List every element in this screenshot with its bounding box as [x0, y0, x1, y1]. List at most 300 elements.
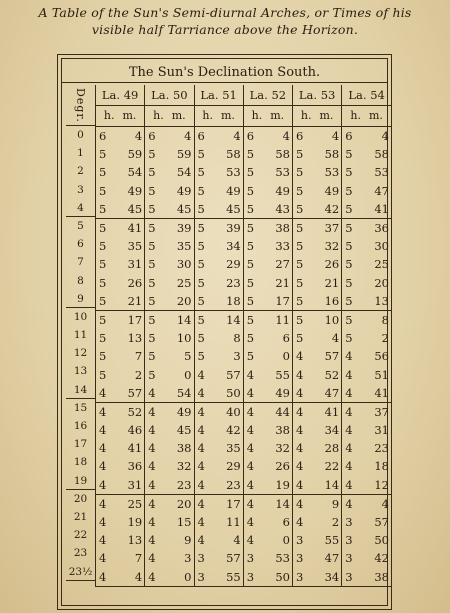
minutes-cell: 4 [233, 129, 241, 144]
hours-cell: 4 [145, 421, 170, 439]
hours-cell: 4 [243, 384, 268, 403]
table-row [96, 494, 392, 513]
hours-cell: 5 [342, 182, 367, 200]
hours-cell: 3 [342, 568, 367, 587]
hours-cell: 4 [194, 421, 219, 439]
minutes-cell: 26 [324, 257, 340, 272]
latitude-header: La. 50 [145, 85, 194, 106]
hours-cell: 5 [293, 218, 318, 237]
minutes-cell: 38 [366, 568, 391, 587]
hours-cell: 5 [243, 182, 268, 200]
hours-cell: 5 [96, 200, 121, 219]
minutes-cell: 58 [275, 147, 290, 162]
minutes-cell: 35 [176, 239, 192, 254]
hours-cell: 5 [194, 163, 219, 181]
minutes-cell: 38 [275, 221, 290, 236]
minutes-cell: 13 [127, 331, 143, 346]
minutes-cell: 41 [366, 200, 391, 219]
minutes-cell: 23 [374, 441, 389, 456]
minutes-cell: 41 [366, 384, 391, 403]
table-row [96, 182, 392, 200]
hours-cell: 6 [293, 127, 318, 146]
minutes-label: m. [171, 109, 186, 122]
degree-cell: 11 [73, 329, 88, 342]
minutes-cell: 7 [134, 349, 143, 364]
hours-cell: 4 [342, 439, 367, 457]
hours-cell: 4 [194, 531, 219, 549]
minutes-cell: 53 [226, 165, 241, 180]
minutes-cell: 30 [176, 257, 192, 272]
hours-cell: 5 [194, 310, 219, 329]
minutes-cell: 45 [219, 200, 244, 219]
minutes-cell: 58 [226, 147, 241, 162]
hours-cell: 5 [342, 329, 367, 347]
hours-cell: 4 [293, 513, 318, 531]
hours-cell: 4 [293, 384, 318, 403]
minutes-cell: 6 [282, 515, 290, 530]
minutes-cell: 14 [176, 312, 192, 327]
hours-cell: 4 [342, 457, 367, 475]
minutes-cell: 54 [127, 165, 143, 180]
hours-cell: 5 [293, 255, 318, 273]
hours-cell: 4 [96, 457, 121, 475]
hours-cell: 4 [145, 531, 170, 549]
minutes-cell: 38 [275, 423, 290, 438]
minutes-cell: 43 [268, 200, 293, 219]
hours-cell: 5 [293, 237, 318, 255]
minutes-cell: 55 [219, 568, 244, 587]
hours-cell: 5 [145, 347, 170, 365]
hours-cell: 4 [145, 439, 170, 457]
minutes-cell: 17 [268, 292, 293, 311]
hours-label: h. [202, 109, 213, 122]
hours-cell: 4 [293, 476, 318, 495]
hours-cell: 5 [293, 292, 318, 311]
hours-cell: 4 [342, 402, 367, 421]
minutes-cell: 56 [374, 349, 389, 364]
minutes-cell: 50 [219, 384, 244, 403]
minutes-cell: 10 [324, 312, 340, 327]
minutes-cell: 23 [169, 476, 194, 495]
minutes-cell: 20 [374, 275, 389, 290]
hours-cell: 4 [194, 439, 219, 457]
hours-cell: 5 [243, 347, 268, 365]
minutes-cell: 57 [324, 349, 340, 364]
minutes-cell: 4 [120, 568, 145, 587]
hours-cell: 3 [194, 568, 219, 587]
minutes-cell: 20 [169, 292, 194, 311]
degree-label-text: Degr. [74, 87, 87, 123]
table-row [96, 513, 392, 531]
minutes-cell: 31 [127, 257, 143, 272]
minutes-cell: 8 [233, 331, 241, 346]
table-row [96, 476, 392, 495]
minutes-cell: 29 [226, 257, 241, 272]
table-row [96, 402, 392, 421]
degree-cell: 23 [73, 547, 88, 560]
hours-cell: 5 [145, 218, 170, 237]
degree-cell: 13 [73, 365, 88, 378]
minutes-cell: 53 [324, 165, 340, 180]
minutes-cell: 18 [374, 459, 389, 474]
minutes-cell: 2 [331, 515, 340, 530]
minutes-cell: 36 [374, 221, 389, 236]
table-row [96, 218, 392, 237]
hours-cell: 4 [145, 476, 170, 495]
degree-label [66, 85, 95, 126]
degree-cell: 1 [77, 147, 84, 160]
minutes-cell: 42 [374, 551, 389, 566]
hours-cell: 4 [194, 476, 219, 495]
minutes-cell: 21 [324, 275, 340, 290]
latitude-header: La. 53 [293, 85, 342, 106]
minutes-cell: 4 [381, 496, 389, 511]
hours-cell: 5 [243, 310, 268, 329]
minutes-cell: 44 [275, 404, 290, 419]
table-row [96, 439, 392, 457]
degree-cell: 14 [66, 381, 95, 399]
hours-cell: 5 [145, 145, 170, 163]
minutes-cell: 26 [127, 275, 143, 290]
minutes-cell: 13 [366, 292, 391, 311]
minutes-cell: 4 [282, 129, 290, 144]
hours-cell: 4 [96, 384, 121, 403]
hours-cell: 5 [194, 145, 219, 163]
minutes-cell: 49 [275, 183, 290, 198]
degree-cell: 0 [77, 129, 84, 141]
hours-cell: 5 [96, 329, 121, 347]
minutes-cell: 41 [324, 404, 340, 419]
hours-cell: 4 [194, 457, 219, 475]
hours-cell: 3 [243, 549, 268, 567]
minutes-cell: 49 [127, 183, 143, 198]
minutes-cell: 29 [226, 459, 241, 474]
hours-cell: 3 [293, 568, 318, 587]
minutes-cell: 4 [331, 331, 340, 346]
minutes-cell: 15 [176, 515, 192, 530]
hours-cell: 5 [96, 347, 121, 365]
hours-cell: 5 [293, 274, 318, 292]
table-row [96, 329, 392, 347]
minutes-cell: 50 [374, 533, 389, 548]
minutes-cell: 25 [127, 496, 143, 511]
minutes-cell: 23 [219, 476, 244, 495]
minutes-cell: 33 [275, 239, 290, 254]
hours-cell: 6 [96, 127, 121, 146]
minutes-cell: 28 [324, 441, 340, 456]
minutes-cell: 57 [226, 551, 241, 566]
hours-cell: 4 [194, 365, 219, 383]
hours-cell: 4 [96, 439, 121, 457]
hours-cell: 5 [293, 182, 318, 200]
hours-cell: 5 [243, 163, 268, 181]
hours-cell: 4 [293, 421, 318, 439]
hours-label: h. [350, 109, 361, 122]
hours-cell: 6 [243, 127, 268, 146]
minutes-cell: 10 [176, 331, 192, 346]
hm-header [145, 106, 194, 127]
minutes-cell: 59 [127, 147, 143, 162]
latitude-header: La. 49 [96, 85, 145, 106]
hours-cell: 4 [194, 494, 219, 513]
minutes-cell: 59 [176, 147, 192, 162]
hours-cell: 5 [145, 163, 170, 181]
hours-cell: 6 [342, 127, 367, 146]
table-row [96, 163, 392, 181]
minutes-cell: 53 [374, 165, 389, 180]
minutes-cell: 35 [226, 441, 241, 456]
hours-cell: 5 [194, 182, 219, 200]
minutes-cell: 4 [331, 129, 340, 144]
degree-cell: 17 [73, 438, 88, 451]
hours-cell: 5 [243, 200, 268, 219]
minutes-cell: 47 [317, 384, 342, 403]
table-row [96, 255, 392, 273]
hours-cell: 4 [194, 384, 219, 403]
hours-cell: 4 [194, 513, 219, 531]
hours-cell: 3 [243, 568, 268, 587]
hm-header [342, 106, 391, 127]
hours-cell: 5 [243, 218, 268, 237]
minutes-cell: 14 [275, 496, 290, 511]
table-row [96, 457, 392, 475]
minutes-cell: 32 [275, 441, 290, 456]
minutes-cell: 37 [324, 221, 340, 236]
hours-cell: 4 [243, 365, 268, 383]
degree-cell: 9 [66, 290, 95, 308]
minutes-label: m. [319, 109, 334, 122]
minutes-cell: 30 [374, 239, 389, 254]
minutes-label: m. [220, 109, 235, 122]
hours-cell: 5 [293, 310, 318, 329]
minutes-cell: 47 [324, 551, 340, 566]
minutes-cell: 27 [275, 257, 290, 272]
table-row [96, 127, 392, 146]
hours-cell: 4 [96, 568, 121, 587]
minutes-cell: 49 [176, 183, 192, 198]
minutes-cell: 19 [268, 476, 293, 495]
degree-cell: 16 [73, 420, 88, 432]
minutes-cell: 45 [169, 200, 194, 219]
hours-cell: 4 [293, 402, 318, 421]
degree-cell: 15 [73, 401, 88, 414]
minutes-cell: 55 [275, 367, 290, 382]
minutes-cell: 4 [381, 129, 389, 144]
table-row [96, 384, 392, 403]
minutes-cell: 25 [374, 257, 389, 272]
minutes-cell: 42 [226, 423, 241, 438]
hours-cell: 3 [342, 549, 367, 567]
hours-cell: 5 [145, 200, 170, 219]
hours-cell: 5 [243, 145, 268, 163]
minutes-cell: 49 [268, 384, 293, 403]
degree-cell: 22 [73, 529, 88, 542]
hours-cell: 4 [342, 494, 367, 513]
hm-header [96, 106, 145, 127]
degree-cell: 3 [77, 183, 84, 196]
minutes-cell: 57 [226, 367, 241, 382]
minutes-cell: 5 [184, 349, 192, 364]
minutes-cell: 19 [127, 515, 143, 530]
hours-cell: 4 [145, 384, 170, 403]
minutes-cell: 26 [275, 459, 290, 474]
minutes-cell: 41 [127, 221, 143, 236]
hours-cell: 4 [342, 421, 367, 439]
degree-cell: 5 [77, 219, 84, 232]
minutes-cell: 36 [127, 459, 143, 474]
degree-cell: 18 [73, 456, 88, 469]
minutes-cell: 2 [134, 367, 143, 382]
table-row [96, 237, 392, 255]
minutes-cell: 9 [331, 496, 340, 511]
hours-cell: 4 [145, 568, 170, 587]
hours-label: h. [153, 109, 164, 122]
minutes-cell: 49 [226, 183, 241, 198]
degree-cell: 2 [77, 165, 84, 178]
degree-cell: 8 [77, 274, 84, 287]
hours-cell: 4 [145, 513, 170, 531]
minutes-cell: 14 [317, 476, 342, 495]
table-row [96, 200, 392, 219]
arches-table [95, 85, 391, 587]
hours-cell: 5 [194, 200, 219, 219]
hours-cell: 4 [342, 384, 367, 403]
degree-cell: 4 [66, 199, 95, 217]
minutes-cell: 0 [184, 367, 192, 382]
hours-cell: 5 [243, 255, 268, 273]
minutes-cell: 31 [120, 476, 145, 495]
title-line-2: visible half Tarriance above the Horizon. [91, 22, 359, 37]
minutes-cell: 34 [226, 239, 241, 254]
hours-cell: 5 [145, 255, 170, 273]
hours-cell: 4 [342, 476, 367, 495]
minutes-cell: 57 [374, 515, 389, 530]
hours-cell: 4 [243, 531, 268, 549]
hours-cell: 4 [293, 365, 318, 383]
table-row [96, 310, 392, 329]
minutes-cell: 0 [282, 349, 290, 364]
hours-cell: 5 [293, 200, 318, 219]
hm-header-row [96, 106, 392, 127]
hours-cell: 4 [96, 476, 121, 495]
minutes-cell: 13 [127, 533, 143, 548]
table-row [96, 421, 392, 439]
minutes-cell: 54 [176, 165, 192, 180]
minutes-cell: 21 [120, 292, 145, 311]
hours-cell: 5 [145, 310, 170, 329]
minutes-cell: 32 [324, 239, 340, 254]
minutes-cell: 40 [226, 404, 241, 419]
hours-cell: 4 [293, 494, 318, 513]
hours-cell: 5 [243, 329, 268, 347]
hours-cell: 5 [96, 182, 121, 200]
hours-cell: 5 [293, 163, 318, 181]
hours-cell: 5 [96, 365, 121, 383]
degree-cell: 7 [77, 256, 84, 269]
hours-cell: 4 [243, 421, 268, 439]
minutes-cell: 4 [233, 533, 241, 548]
minutes-cell: 50 [268, 568, 293, 587]
hours-cell: 5 [96, 310, 121, 329]
minutes-cell: 21 [275, 275, 290, 290]
minutes-cell: 58 [374, 147, 389, 162]
degree-column [66, 85, 96, 581]
hours-cell: 4 [293, 439, 318, 457]
hours-cell: 5 [96, 163, 121, 181]
minutes-cell: 7 [134, 551, 143, 566]
minutes-cell: 53 [275, 165, 290, 180]
hours-cell: 5 [145, 329, 170, 347]
minutes-cell: 0 [169, 568, 194, 587]
degree-cell: 6 [77, 238, 84, 251]
minutes-cell: 4 [184, 129, 192, 144]
minutes-cell: 6 [282, 331, 290, 346]
minutes-cell: 49 [324, 183, 340, 198]
hours-cell: 3 [342, 531, 367, 549]
hours-cell: 3 [342, 513, 367, 531]
degree-cell: 10 [73, 310, 88, 323]
minutes-cell: 37 [374, 404, 389, 419]
minutes-cell: 47 [374, 183, 389, 198]
hours-cell: 5 [194, 329, 219, 347]
hours-cell: 5 [194, 218, 219, 237]
minutes-cell: 3 [184, 551, 192, 566]
hours-cell: 4 [243, 476, 268, 495]
hours-cell: 4 [96, 513, 121, 531]
hours-label: h. [251, 109, 263, 122]
latitude-header-row [96, 85, 392, 106]
table-row [96, 292, 392, 311]
hours-cell: 5 [342, 292, 367, 311]
title-line-1: A Table of the Sun's Semi-diurnal Arches, or Times of his [38, 5, 412, 20]
hours-cell: 4 [145, 457, 170, 475]
hours-cell: 5 [194, 274, 219, 292]
minutes-cell: 25 [176, 275, 192, 290]
minutes-cell: 49 [176, 404, 192, 419]
hours-cell: 4 [96, 531, 121, 549]
hours-cell: 5 [194, 347, 219, 365]
hours-cell: 3 [293, 531, 318, 549]
minutes-cell: 9 [184, 533, 192, 548]
hours-cell: 4 [145, 402, 170, 421]
hm-header [293, 106, 342, 127]
hours-cell: 4 [342, 347, 367, 365]
hours-cell: 5 [145, 182, 170, 200]
minutes-cell: 34 [317, 568, 342, 587]
hours-cell: 5 [96, 274, 121, 292]
hours-cell: 4 [96, 421, 121, 439]
table-row [96, 549, 392, 567]
hours-cell: 4 [194, 402, 219, 421]
table-row [96, 145, 392, 163]
degree-cell: 21 [73, 510, 88, 523]
minutes-cell: 23 [226, 275, 241, 290]
hours-cell: 5 [96, 145, 121, 163]
hours-cell: 5 [96, 292, 121, 311]
minutes-cell: 58 [324, 147, 340, 162]
minutes-cell: 53 [275, 551, 290, 566]
hours-cell: 5 [293, 145, 318, 163]
hours-cell: 5 [96, 218, 121, 237]
minutes-cell: 42 [317, 200, 342, 219]
hours-cell: 3 [293, 549, 318, 567]
hours-cell: 5 [342, 274, 367, 292]
hours-cell: 4 [243, 402, 268, 421]
hours-cell: 5 [342, 310, 367, 329]
hours-cell: 4 [243, 494, 268, 513]
hours-cell: 3 [194, 549, 219, 567]
table-title [0, 4, 450, 38]
